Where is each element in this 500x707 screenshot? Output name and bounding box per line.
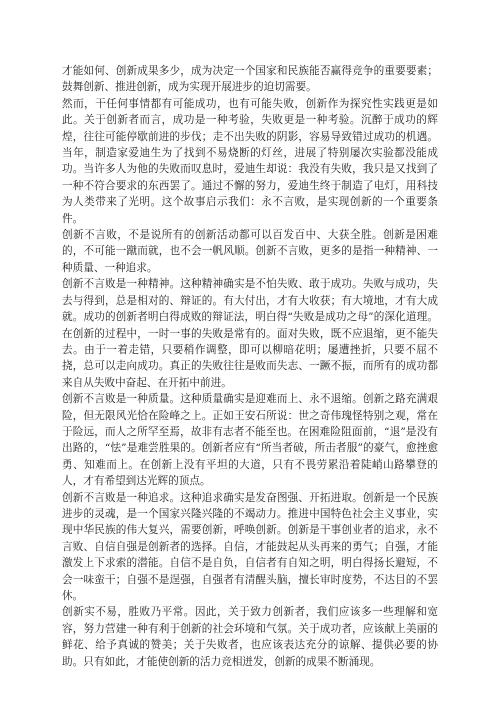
paragraph: 创新实不易，胜败乃平常。因此，关于致力创新者，我们应该多一些理解和宽容，努力营建一种有利于创新的社会环境和气氛。关于成功者，应该献上美丽的鲜花、给予真诚的赞美；关于失败者，也应该表达充分的谅解、提供必要的协助。只有如此，才能使创新的活力竞相迸发，创新的成果不断涌现。 — [62, 606, 438, 668]
paragraph: 创新不言败是一种精神。这种精神确实是不怕失败、敢于成功。失败与成功，失去与得到，总是相对的、辩证的。有大付出，才有大收获；有大境地，才有大成就。成功的创新者明白得成败的辩证法，明白得“失败是成功之母”的深化道理。在创新的过程中，一时一事的失败是常有的。面对失败，既不应退缩，更不能失去。由于一着走错，只要稍作调整，即可以柳暗花明；屡遭挫折，只要不屈不挠，总可以走向成功。真正的失败往往是败而失志、一蹶不振，而所有的成功都来自从失败中奋起、在开拓中前进。 — [62, 278, 438, 389]
document-body — [62, 63, 438, 670]
paragraph: 然而，干任何事情都有可能成功，也有可能失败，创新作为探究性实践更是如此。关于创新者而言，成功是一种考验，失败更是一种考验。沉醉于成功的辉煌，往往可能停歇前进的步伐；走不出失败的阴影，容易导致错过成功的机遇。当年，制造家爱迪生为了找到不易烧断的灯丝，进展了特别屡次实验都没能成功。当许多人为他的失败而叹息时，爱迪生却说：我没有失败，我只是又找到了一种不符合要求的东西罢了。通过不懈的努力，爱迪生终于制造了电灯，用科技为人类带来了光明。这个故事启示我们：永不言败，是实现创新的一个重要条件。 — [62, 97, 438, 225]
paragraph: 创新不言败，不是说所有的创新活动都可以百发百中、大获全胜。创新是困难的，不可能一蹴而就，也不会一帆风顺。创新不言败，更多的是指一种精神、一种质量、一种追求。 — [62, 229, 438, 274]
paragraph: 创新不言败是一种追求。这种追求确实是发奋图强、开拓进取。创新是一个民族进步的灵魂，是一个国家兴隆兴隆的不竭动力。推进中国特色社会主义事业，实现中华民族的伟大复兴，需要创新，呼唤创新。创新是干事创业者的追求，永不言败、自信自强是创新者的选择。自信，才能鼓起从头再来的勇气；自强，才能激发上下求索的潜能。自信不是自负，自信者有自知之明，明白得扬长避短，不会一味蛮干；自强不是逞强，自强者有清醒头脑，擅长审时度势，不达目的不罢休。 — [62, 491, 438, 602]
paragraph: 才能如何、创新成果多少，成为决定一个国家和民族能否赢得竞争的重要要素；鼓舞创新、推进创新，成为实现开展进步的迫切需要。 — [62, 65, 438, 94]
paragraph: 创新不言败是一种质量。这种质量确实是迎难而上、永不退缩。创新之路充满艰险，但无限风光恰在险峰之上。正如王安石所说：世之奇伟瑰怪特别之观，常在于险远，而人之所罕至焉，故非有志者不能至也。在困难险阻面前，“退”是没有出路的，“怯”是难尝胜果的。创新者应有“所当者破，所击者服”的豪气，愈挫愈勇、知难而上。在创新上没有平坦的大道，只有不畏劳累沿着陡峭山路攀登的人，才有希望到达光辉的顶点。 — [62, 393, 438, 488]
